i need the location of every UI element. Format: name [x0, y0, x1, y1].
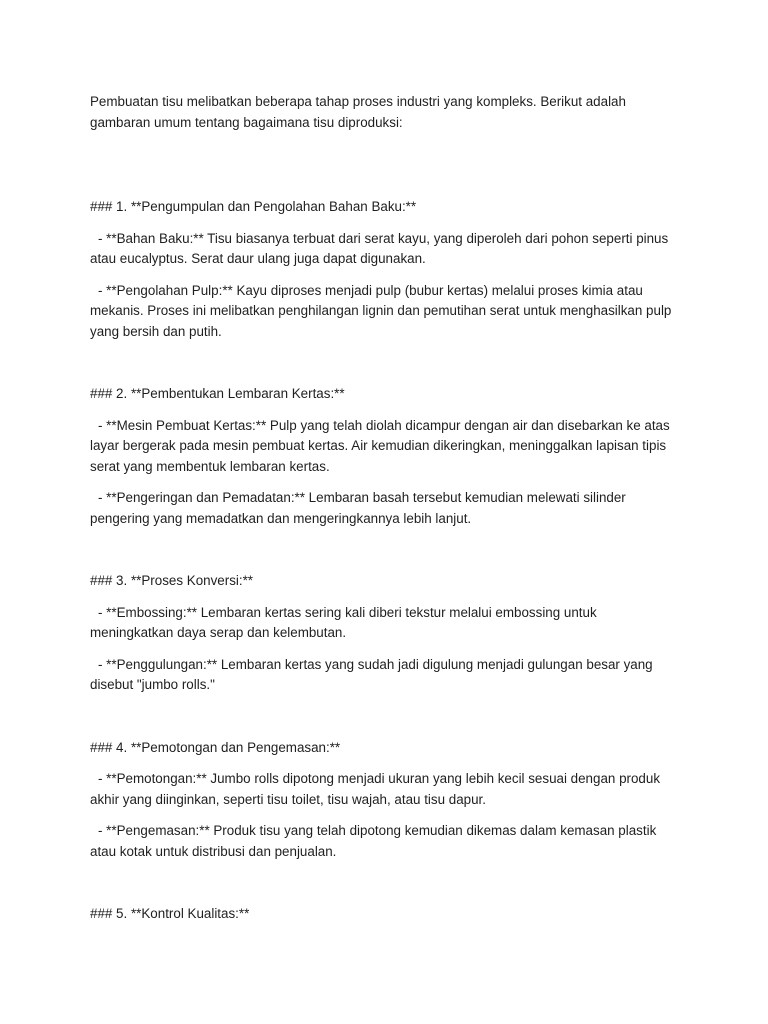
section-heading: ### 3. **Proses Konversi:**: [90, 573, 254, 588]
list-item-text: - **Mesin Pembuat Kertas:** Pulp yang telah diolah dicampur dengan air dan disebarkan ke atas layar bergerak pada mesin pembuat kertas. Air kemudian dikeringkan, meninggalkan lapisan tipis serat yang membentuk lembaran kertas.: [90, 417, 670, 474]
list-item: [90, 488, 680, 529]
list-item-text: - **Pengeringan dan Pemadatan:** Lembaran basah tersebut kemudian melewati silinder pengering yang memadatkan dan mengeringkannya lebih lanjut.: [90, 490, 626, 526]
list-item-text: - **Pemotongan:** Jumbo rolls dipotong menjadi ukuran yang lebih kecil sesuai dengan produk akhir yang diinginkan, seperti tisu toilet, tisu wajah, atau tisu dapur.: [90, 771, 661, 807]
section-heading: ### 5. **Kontrol Kualitas:**: [90, 906, 250, 921]
section-5: [90, 904, 680, 925]
list-item-text: - **Penggulungan:** Lembaran kertas yang sudah jadi digulung menjadi gulungan besar yang disebut "jumbo rolls.": [90, 656, 653, 692]
list-item-text: - **Embossing:** Lembaran kertas sering kali diberi tekstur melalui embossing untuk meningkatkan daya serap dan kelembutan.: [90, 604, 597, 640]
list-item-text: - **Pengolahan Pulp:** Kayu diproses menjadi pulp (bubur kertas) melalui proses kimia atau mekanis. Proses ini melibatkan penghilangan lignin dan pemutihan serat untuk menghasilkan pulp yang bersih dan putih.: [90, 282, 672, 339]
list-item: [90, 416, 680, 478]
intro-paragraph: Pembuatan tisu melibatkan beberapa tahap proses industri yang kompleks. Berikut adalah gambaran umum tentang bagaimana tisu diproduksi:: [90, 94, 626, 130]
list-item-text: - **Bahan Baku:** Tisu biasanya terbuat dari serat kayu, yang diperoleh dari pohon seperti pinus atau eucalyptus. Serat daur ulang juga dapat digunakan.: [90, 230, 669, 266]
section-heading: ### 2. **Pembentukan Lembaran Kertas:**: [90, 386, 345, 401]
list-item: [90, 655, 680, 696]
section-1: [90, 197, 680, 342]
list-item: [90, 281, 680, 343]
section-heading: ### 1. **Pengumpulan dan Pengolahan Bahan Baku:**: [90, 199, 417, 214]
list-item: [90, 769, 680, 810]
document-body: [90, 92, 680, 936]
section-4: [90, 738, 680, 863]
list-item: [90, 821, 680, 862]
list-item-text: - **Pengemasan:** Produk tisu yang telah dipotong kemudian dikemas dalam kemasan plastik atau kotak untuk distribusi dan penjualan.: [90, 823, 657, 859]
list-item: [90, 229, 680, 270]
section-2: [90, 384, 680, 529]
section-3: [90, 571, 680, 696]
section-heading: ### 4. **Pemotongan dan Pengemasan:**: [90, 739, 341, 755]
list-item: [90, 603, 680, 644]
